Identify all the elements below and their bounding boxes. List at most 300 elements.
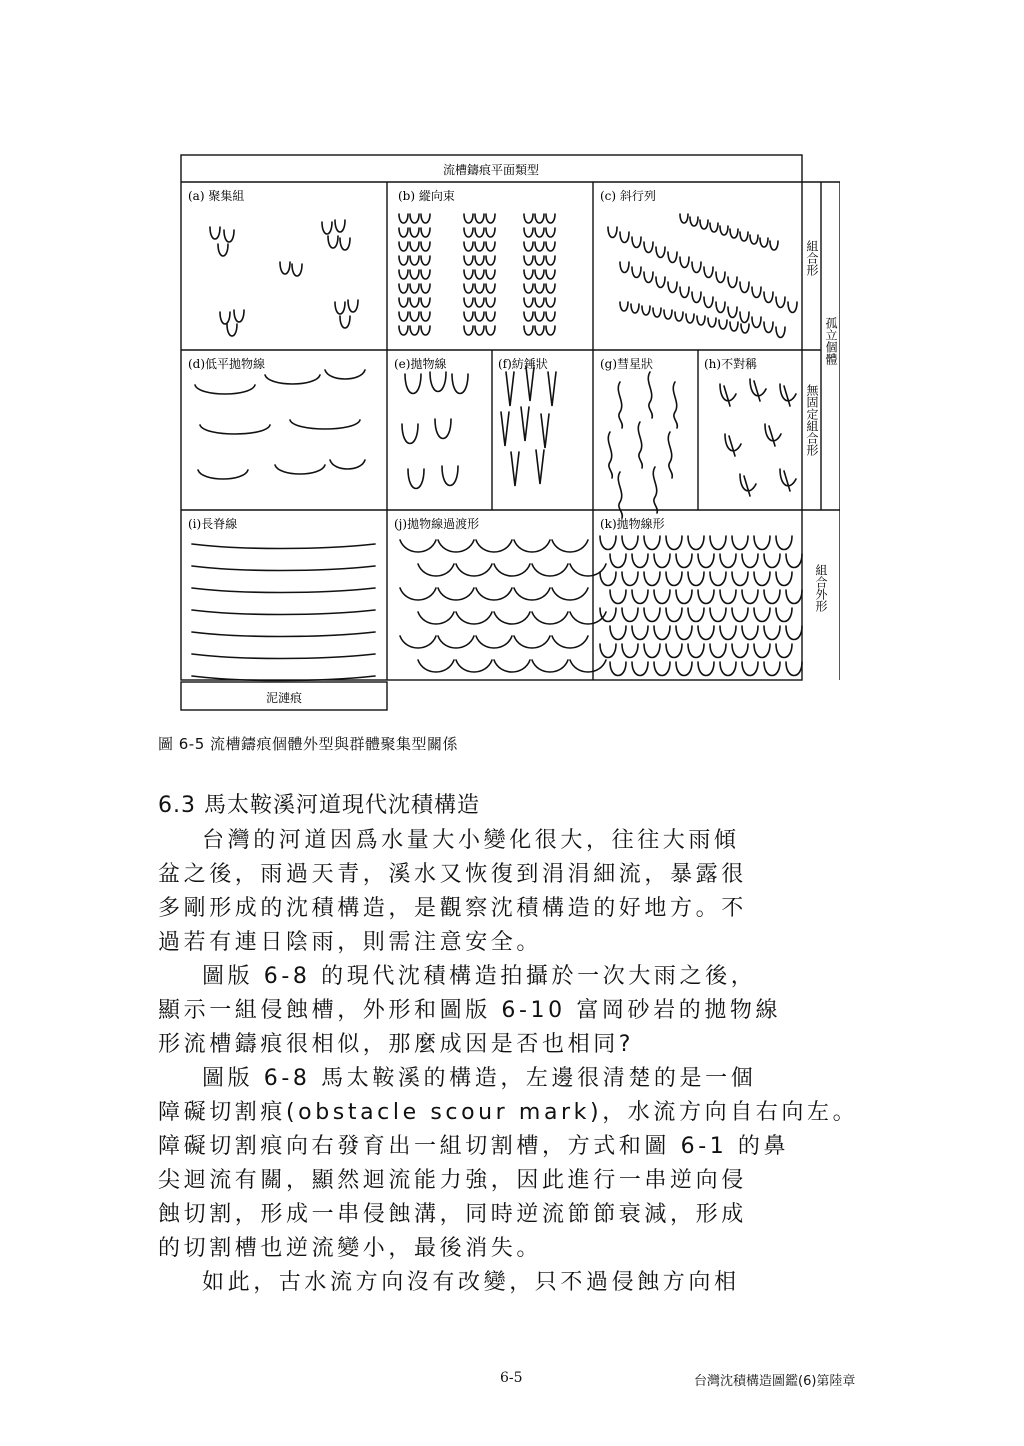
parabola-mark bbox=[265, 375, 320, 384]
text-line: 如此，古水流方向沒有改變，只不過侵蝕方向相 bbox=[202, 1270, 740, 1295]
flute-mark bbox=[535, 228, 544, 237]
flute-mark bbox=[535, 242, 544, 251]
flute-sketches bbox=[192, 214, 802, 681]
comet-mark bbox=[638, 422, 642, 468]
flute-mark bbox=[720, 590, 736, 604]
parabola-mark bbox=[195, 385, 255, 394]
transitional-mark bbox=[476, 540, 512, 552]
flute-mark bbox=[644, 572, 660, 586]
parabola-mark bbox=[275, 465, 325, 474]
flute-mark bbox=[402, 424, 418, 444]
flute-mark bbox=[732, 572, 748, 586]
flute-mark bbox=[632, 626, 648, 640]
flute-mark bbox=[666, 644, 682, 658]
flute-mark bbox=[776, 327, 785, 338]
flute-mark bbox=[622, 572, 638, 586]
flute-mark bbox=[692, 292, 701, 303]
flute-mark bbox=[399, 284, 408, 293]
flute-mark bbox=[776, 608, 792, 622]
flute-mark bbox=[546, 312, 555, 321]
comet-mark bbox=[618, 472, 622, 518]
flute-mark bbox=[220, 312, 230, 324]
flute-mark bbox=[475, 298, 484, 307]
flute-mark bbox=[475, 284, 484, 293]
flute-mark bbox=[486, 228, 495, 237]
text-line: 台灣的河道因爲水量大小變化很大，往往大雨傾 bbox=[202, 828, 740, 853]
flute-mark bbox=[524, 242, 533, 251]
flute-mark bbox=[742, 662, 758, 676]
flute-mark bbox=[654, 554, 670, 568]
flute-mark bbox=[524, 214, 533, 223]
paragraph-3 bbox=[158, 1062, 870, 1266]
flute-mark bbox=[535, 256, 544, 265]
ridge-line bbox=[192, 610, 375, 615]
text-line: 障礙切割痕(obstacle scour mark)，水流方向自右向左。 bbox=[158, 1100, 859, 1125]
flute-mark bbox=[399, 326, 408, 335]
flute-mark bbox=[399, 298, 408, 307]
flute-mark bbox=[280, 262, 290, 274]
parabola-mark bbox=[198, 470, 248, 479]
transitional-mark bbox=[514, 588, 550, 600]
flute-mark bbox=[742, 626, 758, 640]
flute-mark bbox=[666, 536, 682, 550]
flute-mark bbox=[486, 214, 495, 223]
figure-flute-cast-types bbox=[180, 152, 840, 712]
panel-label-a: (a) 聚集組 bbox=[188, 189, 245, 203]
flute-cast-diagram bbox=[180, 152, 840, 712]
flute-mark bbox=[524, 298, 533, 307]
flute-mark bbox=[752, 287, 761, 298]
panel-label-b: (b) 縱向束 bbox=[398, 189, 455, 203]
flute-mark bbox=[654, 590, 670, 604]
flute-mark bbox=[754, 644, 770, 658]
flute-mark bbox=[740, 312, 749, 323]
flute-mark bbox=[622, 536, 638, 550]
flute-mark bbox=[486, 270, 495, 279]
transitional-mark bbox=[514, 540, 550, 552]
flute-mark bbox=[690, 217, 698, 226]
flute-mark bbox=[686, 314, 694, 323]
transitional-mark bbox=[552, 540, 588, 552]
flute-mark bbox=[719, 320, 727, 329]
flute-mark bbox=[750, 235, 758, 244]
flute-mark bbox=[720, 554, 736, 568]
flute-mark bbox=[692, 262, 701, 273]
flute-mark bbox=[654, 662, 670, 676]
text-line: 的切割槽也逆流變小，最後消失。 bbox=[158, 1236, 543, 1261]
transitional-mark bbox=[476, 636, 512, 648]
ridge-line bbox=[192, 654, 375, 659]
paragraph-1 bbox=[158, 824, 870, 960]
flute-mark bbox=[524, 256, 533, 265]
bottom-label: 泥漣痕 bbox=[265, 691, 303, 705]
flute-mark bbox=[653, 308, 661, 317]
flute-mark bbox=[764, 292, 773, 303]
transitional-mark bbox=[456, 564, 492, 576]
flute-mark bbox=[464, 214, 473, 223]
flute-mark bbox=[610, 626, 626, 640]
flute-mark bbox=[546, 298, 555, 307]
flute-mark bbox=[680, 257, 689, 268]
flute-mark bbox=[716, 302, 725, 313]
flute-mark bbox=[732, 644, 748, 658]
flute-mark bbox=[741, 324, 749, 333]
transitional-mark bbox=[456, 660, 492, 672]
flute-mark bbox=[644, 536, 660, 550]
spindle-mark bbox=[536, 450, 544, 484]
flute-mark bbox=[399, 242, 408, 251]
transitional-mark bbox=[514, 636, 550, 648]
flute-mark bbox=[710, 644, 726, 658]
flute-mark bbox=[776, 536, 792, 550]
flute-mark bbox=[410, 256, 419, 265]
flute-mark bbox=[632, 554, 648, 568]
flute-mark bbox=[730, 322, 738, 331]
flute-mark bbox=[227, 324, 237, 336]
parabola-mark bbox=[325, 370, 365, 379]
transitional-mark bbox=[438, 540, 474, 552]
transitional-mark bbox=[552, 588, 588, 600]
spindle-mark bbox=[506, 372, 514, 406]
side-label-combined-outline: 組合外形 bbox=[814, 564, 828, 612]
flute-mark bbox=[631, 304, 639, 313]
flute-mark bbox=[410, 284, 419, 293]
flute-mark bbox=[410, 312, 419, 321]
flute-mark bbox=[764, 322, 773, 333]
flute-mark bbox=[464, 284, 473, 293]
flute-mark bbox=[720, 226, 728, 235]
flute-mark bbox=[742, 554, 758, 568]
flute-mark bbox=[704, 267, 713, 278]
flute-mark bbox=[335, 220, 345, 232]
flute-mark bbox=[421, 312, 430, 321]
flute-mark bbox=[644, 272, 653, 283]
flute-mark bbox=[486, 326, 495, 335]
flute-mark bbox=[421, 284, 430, 293]
flute-mark bbox=[210, 227, 220, 239]
flute-mark bbox=[546, 228, 555, 237]
flute-mark bbox=[524, 228, 533, 237]
flute-mark bbox=[764, 554, 780, 568]
flute-mark bbox=[676, 662, 692, 676]
flute-mark bbox=[410, 242, 419, 251]
flute-mark bbox=[600, 536, 616, 550]
flute-mark bbox=[644, 644, 660, 658]
flute-mark bbox=[688, 572, 704, 586]
ridge-line bbox=[192, 566, 375, 571]
flute-mark bbox=[486, 284, 495, 293]
flute-mark bbox=[475, 326, 484, 335]
flute-mark bbox=[716, 272, 725, 283]
flute-mark bbox=[335, 302, 345, 314]
flute-mark bbox=[600, 608, 616, 622]
flute-mark bbox=[620, 232, 629, 243]
flute-mark bbox=[475, 242, 484, 251]
comet-mark bbox=[668, 432, 672, 478]
diagram-title: 流槽鑄痕平面類型 bbox=[442, 163, 540, 177]
flute-mark bbox=[405, 374, 421, 394]
comet-mark bbox=[608, 432, 612, 478]
flute-mark bbox=[668, 282, 677, 293]
text-line: 盆之後，雨過天青，溪水又恢復到涓涓細流，暴露很 bbox=[158, 862, 747, 887]
flute-mark bbox=[421, 214, 430, 223]
side-label-no-fixed: 無固定組合形 bbox=[805, 384, 819, 456]
flute-mark bbox=[486, 312, 495, 321]
flute-mark bbox=[399, 312, 408, 321]
text-line: 蝕切割，形成一串侵蝕溝，同時逆流節節衰減，形成 bbox=[158, 1202, 747, 1227]
flute-mark bbox=[475, 214, 484, 223]
transitional-mark bbox=[400, 636, 436, 648]
section-title: 6.3 馬太鞍溪河道現代沈積構造 bbox=[158, 793, 480, 818]
panel-label-j: (j)拋物線過渡形 bbox=[394, 517, 480, 531]
flute-mark bbox=[524, 312, 533, 321]
flute-mark bbox=[732, 536, 748, 550]
flute-mark bbox=[464, 312, 473, 321]
flute-mark bbox=[535, 270, 544, 279]
flute-mark bbox=[632, 237, 641, 248]
flute-mark bbox=[754, 536, 770, 550]
flute-mark bbox=[340, 316, 350, 328]
paragraph-4 bbox=[158, 1266, 870, 1300]
flute-mark bbox=[600, 572, 616, 586]
flute-mark bbox=[697, 316, 705, 325]
flute-mark bbox=[760, 238, 768, 247]
transitional-mark bbox=[400, 588, 436, 600]
flute-mark bbox=[464, 298, 473, 307]
flute-mark bbox=[752, 317, 761, 328]
flute-mark bbox=[788, 302, 797, 313]
flute-mark bbox=[486, 242, 495, 251]
asymmetric-mark bbox=[725, 434, 741, 456]
text-line: 尖迴流有關，顯然迴流能力強，因此進行一串逆向侵 bbox=[158, 1168, 747, 1193]
flute-mark bbox=[524, 270, 533, 279]
text-line: 圖版 6-8 的現代沈積構造拍攝於一次大雨之後， bbox=[202, 964, 757, 989]
flute-mark bbox=[610, 554, 626, 568]
flute-mark bbox=[710, 536, 726, 550]
transitional-mark bbox=[494, 564, 530, 576]
flute-mark bbox=[632, 267, 641, 278]
spindle-mark bbox=[548, 372, 556, 406]
flute-mark bbox=[664, 310, 672, 319]
flute-mark bbox=[430, 372, 446, 392]
asymmetric-mark bbox=[720, 384, 736, 406]
panel-label-h: (h)不對稱 bbox=[704, 357, 758, 371]
flute-mark bbox=[546, 284, 555, 293]
flute-mark bbox=[764, 662, 780, 676]
transitional-mark bbox=[570, 660, 606, 672]
transitional-mark bbox=[552, 636, 588, 648]
flute-mark bbox=[464, 242, 473, 251]
spindle-mark bbox=[526, 367, 534, 401]
text-line: 多剛形成的沈積構造，是觀察沈積構造的好地方。不 bbox=[158, 896, 747, 921]
flute-mark bbox=[399, 228, 408, 237]
ridge-line bbox=[192, 632, 375, 637]
transitional-mark bbox=[456, 612, 492, 624]
flute-mark bbox=[421, 256, 430, 265]
transitional-mark bbox=[418, 564, 454, 576]
flute-mark bbox=[698, 626, 714, 640]
spindle-mark bbox=[511, 452, 519, 486]
parabola-mark bbox=[330, 460, 365, 469]
flute-mark bbox=[546, 326, 555, 335]
spindle-mark bbox=[541, 414, 549, 448]
flute-mark bbox=[742, 590, 758, 604]
flute-mark bbox=[410, 298, 419, 307]
asymmetric-mark bbox=[765, 424, 781, 446]
flute-mark bbox=[680, 214, 688, 223]
flute-mark bbox=[535, 326, 544, 335]
flute-mark bbox=[730, 229, 738, 238]
flute-mark bbox=[754, 572, 770, 586]
flute-mark bbox=[475, 270, 484, 279]
flute-mark bbox=[720, 662, 736, 676]
flute-mark bbox=[688, 644, 704, 658]
flute-mark bbox=[676, 626, 692, 640]
flute-mark bbox=[421, 242, 430, 251]
flute-mark bbox=[698, 662, 714, 676]
flute-mark bbox=[654, 626, 670, 640]
flute-mark bbox=[410, 326, 419, 335]
flute-mark bbox=[486, 298, 495, 307]
figure-caption: 圖 6-5 流槽鑄痕個體外型與群體聚集型關係 bbox=[158, 735, 459, 753]
flute-mark bbox=[535, 312, 544, 321]
flute-mark bbox=[620, 302, 628, 311]
flute-mark bbox=[234, 310, 244, 322]
flute-mark bbox=[328, 236, 338, 248]
flute-mark bbox=[486, 256, 495, 265]
flute-mark bbox=[435, 419, 451, 439]
flute-mark bbox=[644, 608, 660, 622]
transitional-mark bbox=[532, 564, 568, 576]
flute-mark bbox=[410, 228, 419, 237]
flute-mark bbox=[399, 270, 408, 279]
flute-mark bbox=[700, 220, 708, 229]
body-text bbox=[158, 824, 870, 1300]
flute-mark bbox=[421, 326, 430, 335]
flute-mark bbox=[786, 626, 802, 640]
flute-mark bbox=[218, 244, 228, 256]
panel-label-d: (d)低平拋物線 bbox=[188, 357, 266, 371]
flute-mark bbox=[786, 554, 802, 568]
text-line: 過若有連日陰雨，則需注意安全。 bbox=[158, 930, 543, 955]
flute-mark bbox=[732, 608, 748, 622]
panel-label-e: (e)拋物線 bbox=[394, 357, 447, 371]
flute-mark bbox=[452, 374, 468, 394]
flute-mark bbox=[688, 536, 704, 550]
paragraph-2 bbox=[158, 960, 870, 1062]
flute-mark bbox=[535, 284, 544, 293]
flute-mark bbox=[708, 318, 716, 327]
flute-mark bbox=[610, 590, 626, 604]
flute-mark bbox=[704, 297, 713, 308]
asymmetric-mark bbox=[780, 384, 796, 406]
transitional-mark bbox=[418, 660, 454, 672]
flute-mark bbox=[622, 608, 638, 622]
spindle-mark bbox=[501, 412, 509, 446]
ridge-line bbox=[192, 588, 375, 593]
ridge-line bbox=[192, 544, 375, 549]
flute-mark bbox=[475, 256, 484, 265]
transitional-mark bbox=[494, 612, 530, 624]
flute-mark bbox=[608, 227, 617, 238]
flute-mark bbox=[720, 626, 736, 640]
flute-mark bbox=[698, 554, 714, 568]
flute-mark bbox=[710, 223, 718, 232]
flute-mark bbox=[675, 312, 683, 321]
flute-mark bbox=[600, 644, 616, 658]
flute-mark bbox=[680, 287, 689, 298]
flute-mark bbox=[642, 306, 650, 315]
flute-mark bbox=[535, 214, 544, 223]
comet-mark bbox=[648, 372, 652, 418]
flute-mark bbox=[770, 241, 778, 250]
text-line: 障礙切割痕向右發育出一組切割槽，方式和圖 6-1 的鼻 bbox=[158, 1134, 790, 1159]
flute-mark bbox=[421, 228, 430, 237]
page-number: 6-5 bbox=[500, 1370, 523, 1386]
flute-mark bbox=[740, 232, 748, 241]
transitional-mark bbox=[532, 612, 568, 624]
flute-mark bbox=[740, 282, 749, 293]
panel-label-f: (f)紡錘狀 bbox=[498, 357, 548, 371]
flute-mark bbox=[644, 242, 653, 253]
asymmetric-mark bbox=[780, 469, 796, 491]
flute-mark bbox=[546, 242, 555, 251]
flute-mark bbox=[754, 608, 770, 622]
comet-mark bbox=[653, 467, 657, 513]
flute-mark bbox=[786, 590, 802, 604]
flute-mark bbox=[475, 312, 484, 321]
side-label-combined: 組合形 bbox=[805, 240, 819, 276]
flute-mark bbox=[656, 277, 665, 288]
flute-mark bbox=[764, 590, 780, 604]
flute-mark bbox=[620, 262, 629, 273]
flute-mark bbox=[410, 270, 419, 279]
transitional-mark bbox=[494, 660, 530, 672]
transitional-mark bbox=[438, 636, 474, 648]
flute-mark bbox=[464, 270, 473, 279]
flute-mark bbox=[764, 626, 780, 640]
transitional-mark bbox=[532, 660, 568, 672]
flute-mark bbox=[728, 277, 737, 288]
transitional-mark bbox=[400, 540, 436, 552]
panel-label-k: (k)拋物線形 bbox=[600, 517, 665, 531]
flute-mark bbox=[524, 284, 533, 293]
flute-mark bbox=[666, 572, 682, 586]
flute-mark bbox=[776, 644, 792, 658]
flute-mark bbox=[622, 644, 638, 658]
flute-mark bbox=[292, 264, 302, 276]
book-title: 台灣沈積構造圖鑑(6)第陸章 bbox=[694, 1374, 856, 1389]
comet-mark bbox=[618, 382, 622, 428]
flute-mark bbox=[786, 662, 802, 676]
panel-label-i: (i)長脊線 bbox=[188, 517, 238, 531]
flute-mark bbox=[710, 572, 726, 586]
flute-mark bbox=[464, 256, 473, 265]
transitional-mark bbox=[418, 612, 454, 624]
flute-mark bbox=[668, 252, 677, 263]
flute-mark bbox=[408, 469, 424, 489]
flute-mark bbox=[546, 270, 555, 279]
text-line: 形流槽鑄痕很相似，那麼成因是否也相同? bbox=[158, 1032, 635, 1057]
flute-mark bbox=[710, 608, 726, 622]
flute-mark bbox=[464, 228, 473, 237]
flute-mark bbox=[442, 466, 458, 486]
panel-label-c: (c) 斜行列 bbox=[600, 189, 656, 203]
flute-mark bbox=[666, 608, 682, 622]
flute-mark bbox=[535, 298, 544, 307]
flute-mark bbox=[676, 590, 692, 604]
comet-mark bbox=[673, 382, 677, 428]
